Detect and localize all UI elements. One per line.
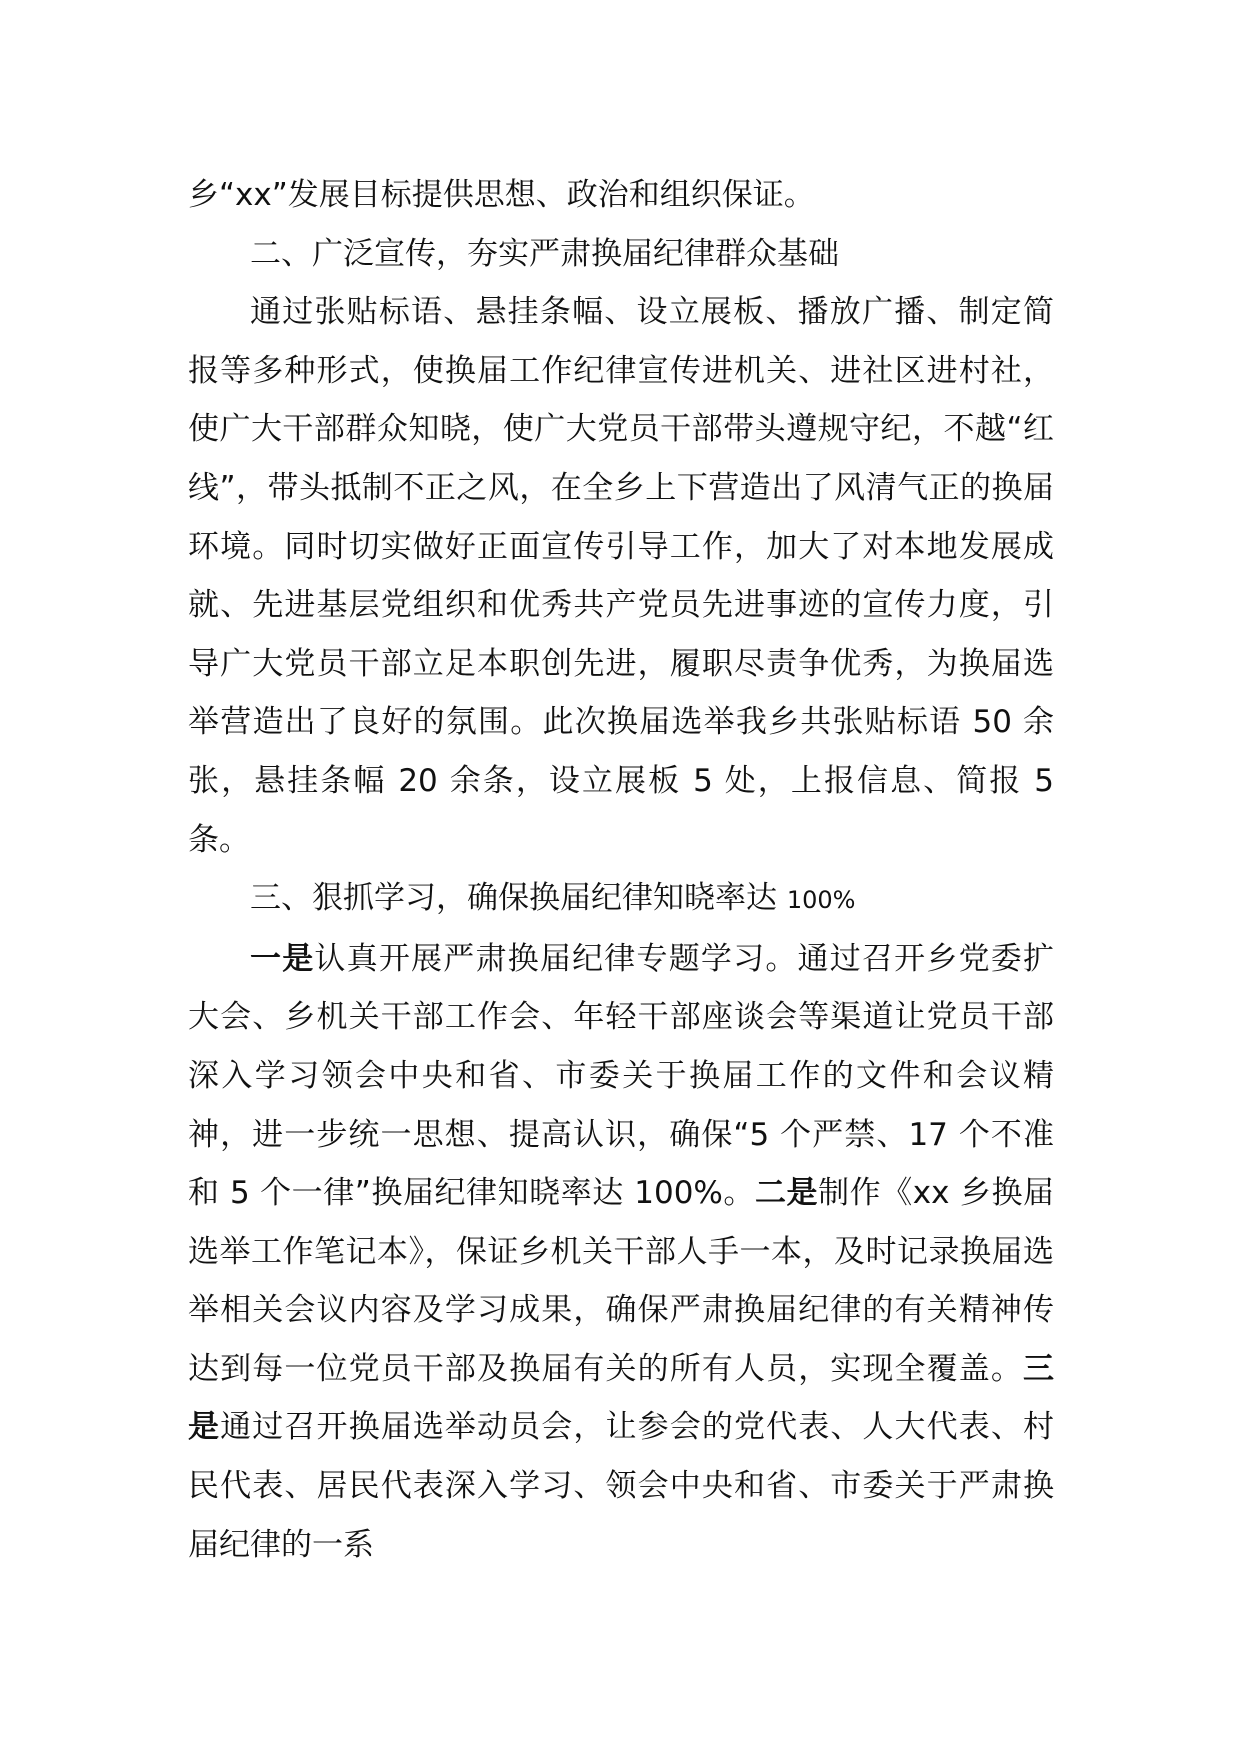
section-heading-3-text: 三、狠抓学习，确保换届纪律知晓率达 bbox=[250, 880, 787, 917]
paragraph-publicity: 通过张贴标语、悬挂条幅、设立展板、播放广播、制定简报等多种形式，使换届工作纪律宣传进机关、进社区进村社，使广大干部群众知晓，使广大党员干部带头遵规守纪，不越“红线”，带头抵制不正之风，在全乡上下营造出了风清气正的换届环境。同时切实做好正面宣传引导工作，加大了对本地发展成就、先进基层党组织和优秀共产党员先进事迹的宣传力度，引导广大党员干部立足本职创先进，履职尽责争优秀，为换届选举营造出了良好的氛围。此次换届选举我乡共张贴标语 50 余张，悬挂条幅 20 余条，设立展板 5 处，上报信息、简报 5 条。 bbox=[188, 294, 1054, 858]
text-second: 制作《xx 乡换届选举工作笔记本》，保证乡机关干部人手一本，及时记录换届选举相关会议内容及学习成果，确保严肃换届纪律的有关精神传达到每一位党员干部及换届有关的所有人员，实现全覆盖。 bbox=[188, 1175, 1055, 1387]
text-first: 认真开展严肃换届纪律专题学习。通过召开乡党委扩大会、乡机关干部工作会、年轻干部座谈会等渠道让党员干部深入学习领会中央和省、市委关于换届工作的文件和会议精神，进一步统一思想、提高认识，确保“5 个严禁、17 个不准和 5 个一律”换届纪律知晓率达 100%。 bbox=[188, 940, 1055, 1212]
lead-first: 一是 bbox=[250, 940, 315, 977]
paragraph-continuation: 乡“xx”发展目标提供思想、政治和组织保证。 bbox=[188, 177, 815, 213]
section-heading-2: 二、广泛宣传，夯实严肃换届纪律群众基础 bbox=[250, 235, 839, 272]
section-heading-3-percent: 100% bbox=[786, 886, 856, 915]
lead-third: 三是 bbox=[188, 1350, 1054, 1446]
paragraph-study bbox=[188, 930, 1054, 1575]
lead-second: 二是 bbox=[755, 1175, 819, 1212]
section-heading-3 bbox=[188, 869, 1054, 930]
document-page bbox=[188, 166, 1054, 1574]
text-third: 通过召开换届选举动员会，让参会的党代表、人大代表、村民代表、居民代表深入学习、领会中央和省、市委关于严肃换届纪律的一系 bbox=[188, 1409, 1055, 1563]
